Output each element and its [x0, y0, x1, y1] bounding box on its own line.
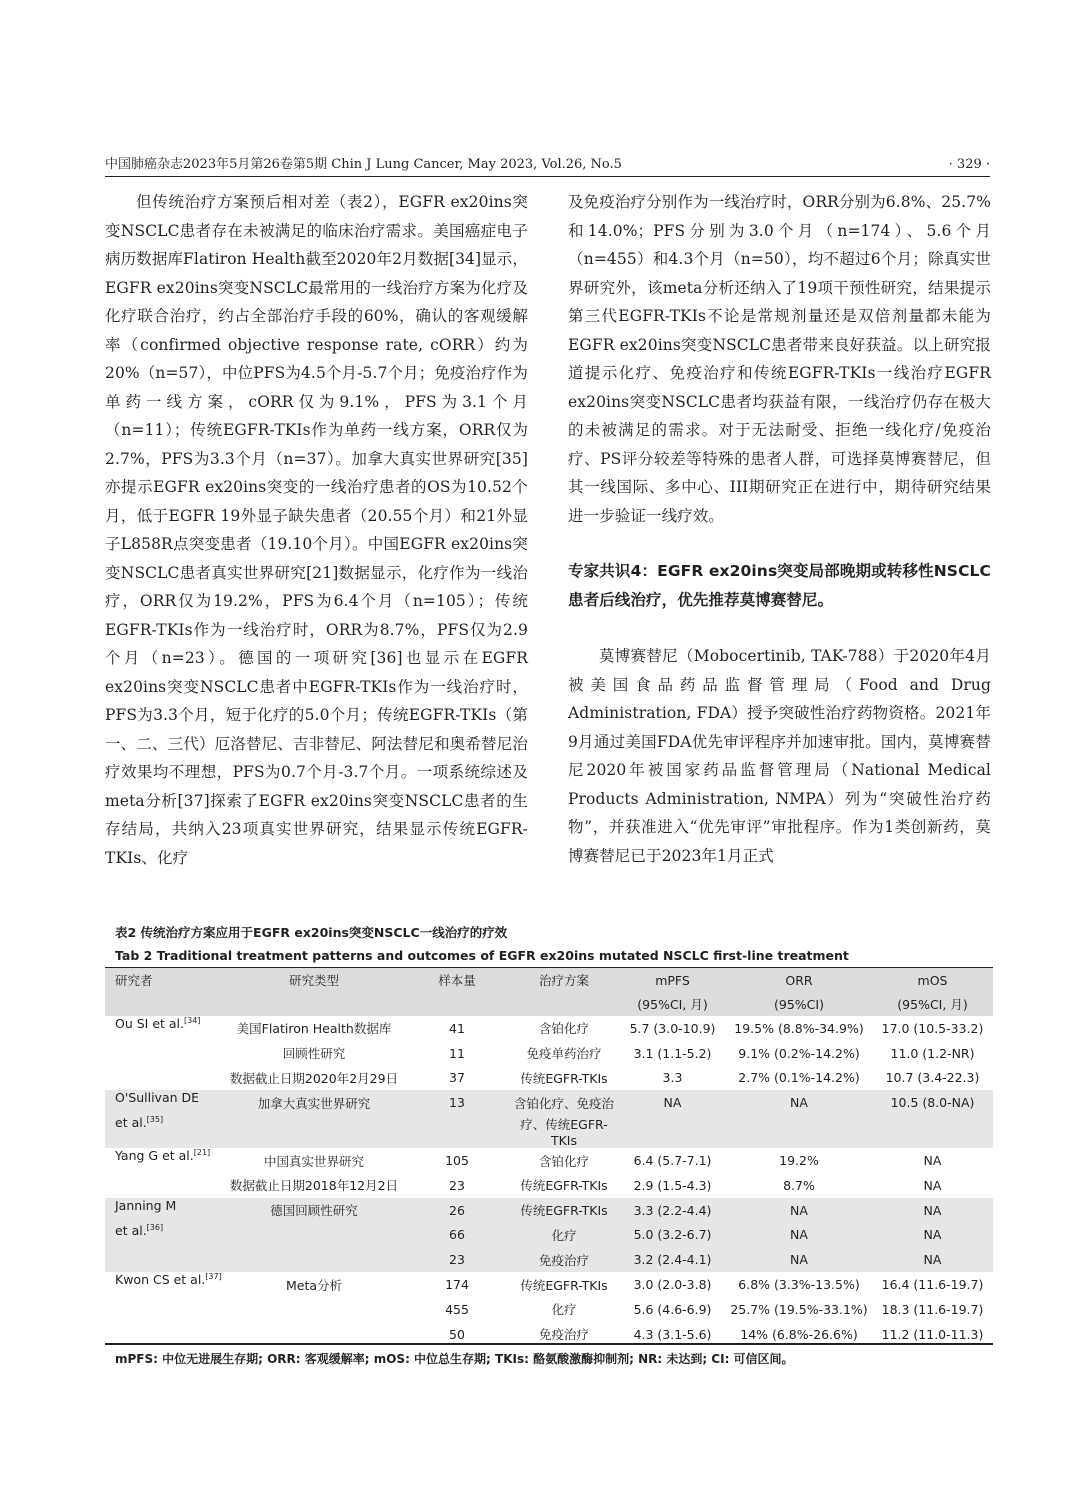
cell-mos — [872, 1115, 993, 1148]
cell-study — [105, 1066, 223, 1091]
cell-orr: NA — [726, 1247, 872, 1272]
cell-n: 455 — [445, 1301, 469, 1317]
table-caption-cn: 表2 传统治疗方案应用于EGFR ex20ins突变NSCLC一线治疗的疗效 — [115, 925, 508, 940]
cell-regimen: 免疫治疗 — [538, 1327, 589, 1343]
right-paragraph-2: 莫博赛替尼（Mobocertinib, TAK-788）于2020年4月被美国食品药品监督管理局（Food and Drug Administration, FDA）授予突破性治疗药物资格。2021年9月通过美国FDA优先审评程序并加速审批。国内，莫博赛替尼2020年被国家药品监督管理局（National Medical Products Administration, NMPA）列为“突破性治疗药物”，并获准进入“优先审评”审批程序。作为1类创新药，莫博赛替尼已于2023年1月正式 — [568, 647, 991, 865]
cell-type: 数据截止日期2020年2月29日 — [229, 1070, 399, 1086]
cell-study — [105, 1247, 223, 1272]
table-row — [105, 1198, 993, 1223]
cell-study: O'Sullivan DE — [105, 1090, 223, 1115]
cell-n: 23 — [405, 1247, 509, 1272]
cell-orr: NA — [726, 1090, 872, 1115]
cell-study: et al.[36] — [105, 1223, 223, 1248]
cell-regimen: 含铂化疗 — [538, 1153, 589, 1169]
table-row — [105, 1115, 993, 1148]
cell-orr: 19.2% — [779, 1153, 819, 1169]
cell-mos: 18.3 (11.6-19.7) — [881, 1301, 984, 1317]
cell-study: et al.[35] — [105, 1115, 223, 1148]
cell-type — [223, 1247, 405, 1272]
cell-mpfs: 3.0 (2.0-3.8) — [633, 1277, 712, 1293]
cell-mpfs: 5.0 (3.2-6.7) — [619, 1223, 726, 1248]
right-paragraph-1: 及免疫治疗分别作为一线治疗时，ORR分别为6.8%、25.7%和14.0%；PFS分别为3.0个月（n=174）、5.6个月（n=455）和4.3个月（n=50），均不超过6个月；除真实世界研究外，该meta分析还纳入了19项干预性研究，结果提示第三代EGFR-TKIs不论是常规剂量还是双倍剂量都未能为EGFR ex20ins突变NSCLC患者带来良好获益。以上研究报道提示化疗、免疫治疗和传统EGFR-TKIs一线治疗EGFR ex20ins突变NSCLC患者均获益有限，一线治疗仍存在极大的未被满足的需求。对于无法耐受、拒绝一线化疗/免疫治疗、PS评分较差等特殊的患者人群，可选择莫博赛替尼，但其一线国际、多中心、III期研究正在进行中，期待研究结果进一步验证一线疗效。 — [568, 193, 991, 525]
cell-mpfs: 3.2 (2.4-4.1) — [619, 1247, 726, 1272]
cell-type — [223, 1297, 405, 1322]
cell-regimen: 化疗 — [551, 1302, 577, 1318]
cell-type: 回顾性研究 — [282, 1046, 346, 1062]
cell-orr: 8.7% — [783, 1177, 815, 1193]
cell-n: 174 — [445, 1277, 469, 1293]
reference-marker: [21] — [193, 1148, 211, 1158]
cell-mos: 11.0 (1.2-NR) — [890, 1045, 975, 1061]
cell-study: Kwon CS et al.[37] — [115, 1272, 222, 1288]
table-header — [105, 968, 993, 1016]
cell-orr: 14% (6.8%-26.6%) — [740, 1326, 858, 1342]
cell-mos: 10.7 (3.4-22.3) — [885, 1070, 980, 1086]
cell-study: Janning M — [105, 1198, 223, 1223]
cell-regimen: 含铂化疗、免疫治 — [509, 1090, 619, 1115]
cell-type — [223, 1115, 405, 1148]
expert-consensus-heading: 专家共识4：EGFR ex20ins突变局部晚期或转移性NSCLC患者后线治疗，优先推荐莫博赛替尼。 — [568, 562, 991, 609]
reference-marker: [37] — [205, 1272, 222, 1282]
cell-n: 26 — [405, 1198, 509, 1223]
cell-regimen: 免疫治疗 — [509, 1247, 619, 1272]
left-column — [105, 188, 528, 872]
cell-orr: NA — [726, 1223, 872, 1248]
cell-mpfs: 3.1 (1.1-5.2) — [633, 1045, 712, 1061]
cell-n — [405, 1115, 509, 1148]
cell-type: 美国Flatiron Health数据库 — [236, 1021, 392, 1037]
cell-orr — [726, 1115, 872, 1148]
cell-mpfs: 6.4 (5.7-7.1) — [633, 1153, 712, 1169]
cell-orr: NA — [726, 1198, 872, 1223]
cell-mos: 17.0 (10.5-33.2) — [881, 1020, 984, 1036]
cell-study — [105, 1173, 223, 1198]
cell-n: 41 — [449, 1020, 465, 1036]
cell-type: 德国回顾性研究 — [223, 1198, 405, 1223]
cell-mpfs: 3.3 (2.2-4.4) — [619, 1198, 726, 1223]
cell-type — [223, 1223, 405, 1248]
cell-orr: 9.1% (0.2%-14.2%) — [738, 1045, 860, 1061]
header-orr: ORR — [785, 972, 813, 988]
cell-regimen: 传统EGFR-TKIs — [509, 1198, 619, 1223]
cell-regimen: 传统EGFR-TKIs — [520, 1070, 608, 1086]
cell-mpfs: NA — [619, 1090, 726, 1115]
cell-n: 11 — [449, 1045, 465, 1061]
table-caption-en: Tab 2 Traditional treatment patterns and outcomes of EGFR ex20ins mutated NSCLC first-line treatment — [115, 948, 849, 963]
cell-study — [105, 1297, 223, 1322]
table-footnote: mPFS: 中位无进展生存期; ORR: 客观缓解率; mOS: 中位总生存期; TKIs: 酪氨酸激酶抑制剂; NR: 未达到; CI: 可信区间。 — [115, 1352, 794, 1366]
cell-orr: 2.7% (0.1%-14.2%) — [738, 1070, 860, 1086]
cell-regimen: 含铂化疗 — [538, 1021, 589, 1037]
reference-marker: [36] — [146, 1222, 164, 1232]
cell-mos: NA — [872, 1223, 993, 1248]
cell-regimen: 化疗 — [509, 1223, 619, 1248]
table-row — [105, 1297, 993, 1322]
cell-study: Ou SI et al.[34] — [115, 1015, 201, 1031]
cell-type: 数据截止日期2018年12月2日 — [229, 1178, 399, 1194]
table-row — [105, 1016, 993, 1041]
cell-mpfs — [619, 1115, 726, 1148]
header-study: 研究者 — [115, 973, 153, 988]
left-paragraph-1: 但传统治疗方案预后相对差（表2），EGFR ex20ins突变NSCLC患者存在未被满足的临床治疗需求。美国癌症电子病历数据库Flatiron Health截至2020年2月数据[34]显示，EGFR ex20ins突变NSCLC最常用的一线治疗方案为化疗及化疗联合治疗，约占全部治疗手段的60%，确认的客观缓解率（confirmed objective response rate, cORR）约为20%（n=57），中位PFS为4.5个月-5.7个月；免疫治疗作为单药一线方案，cORR仅为9.1%，PFS为3.1个月（n=11）；传统EGFR-TKIs作为单药一线方案，ORR仅为2.7%，PFS为3.3个月（n=37）。加拿大真实世界研究[35]亦提示EGFR ex20ins突变的一线治疗患者的OS为10.52个月，低于EGFR 19外显子缺失患者（20.55个月）和21外显子L858R点突变患者（19.10个月）。中国EGFR ex20ins突变NSCLC患者真实世界研究[21]数据显示，化疗作为一线治疗，ORR仅为19.2%，PFS为6.4个月（n=105）；传统EGFR-TKIs作为一线治疗时，ORR为8.7%，PFS仅为2.9个月（n=23）。德国的一项研究[36]也显示在EGFR ex20ins突变NSCLC患者中EGFR-TKIs作为一线治疗时，PFS为3.3个月，短于化疗的5.0个月；传统EGFR-TKIs（第一、二、三代）厄洛替尼、吉非替尼、阿法替尼和奥希替尼治疗效果均不理想，PFS为0.7个月-3.7个月。一项系统综述及meta分析[37]探索了EGFR ex20ins突变NSCLC患者的生存结局，共纳入23项真实世界研究，结果显示传统EGFR-TKIs、化疗 — [105, 193, 528, 867]
table-row — [105, 1247, 993, 1272]
cell-orr: 25.7% (19.5%-33.1%) — [730, 1301, 868, 1317]
cell-mos: NA — [923, 1177, 942, 1193]
table-row — [105, 1041, 993, 1066]
table-row — [105, 1272, 993, 1297]
table-row — [105, 1148, 993, 1173]
cell-mos: NA — [872, 1198, 993, 1223]
reference-marker: [34] — [184, 1015, 201, 1025]
cell-n: 66 — [405, 1223, 509, 1248]
reference-marker: [35] — [146, 1115, 164, 1125]
header-type: 研究类型 — [288, 973, 339, 988]
header-mos-unit: (95%CI, 月) — [897, 997, 968, 1012]
cell-mos: NA — [872, 1247, 993, 1272]
cell-study — [105, 1041, 223, 1066]
cell-n: 23 — [449, 1177, 465, 1193]
cell-type: 中国真实世界研究 — [263, 1153, 364, 1169]
cell-mpfs: 2.9 (1.5-4.3) — [633, 1177, 712, 1193]
cell-regimen: 传统EGFR-TKIs — [520, 1178, 608, 1194]
header-orr-unit: (95%CI) — [774, 996, 824, 1012]
running-header — [105, 154, 990, 177]
table-body — [105, 1016, 993, 1347]
table-row — [105, 1173, 993, 1198]
cell-mos: 11.2 (11.0-11.3) — [881, 1326, 984, 1342]
cell-n: 37 — [449, 1070, 465, 1086]
cell-mos: 10.5 (8.0-NA) — [872, 1090, 993, 1115]
cell-mos: 16.4 (11.6-19.7) — [881, 1277, 984, 1293]
cell-mpfs: 5.6 (4.6-6.9) — [633, 1301, 712, 1317]
cell-mpfs: 5.7 (3.0-10.9) — [629, 1020, 716, 1036]
cell-regimen: 免疫单药治疗 — [526, 1046, 602, 1062]
table-row — [105, 1066, 993, 1091]
table-row — [105, 1223, 993, 1248]
outcomes-table — [105, 968, 993, 1347]
cell-type: 加拿大真实世界研究 — [223, 1090, 405, 1115]
cell-n: 13 — [405, 1090, 509, 1115]
cell-mpfs: 3.3 — [662, 1070, 683, 1086]
right-column — [568, 188, 991, 870]
cell-regimen: 疗、传统EGFR-TKIs — [509, 1115, 619, 1148]
cell-n: 50 — [449, 1326, 465, 1342]
header-mos: mOS — [917, 972, 948, 988]
header-mpfs-unit: (95%CI, 月) — [637, 997, 708, 1012]
cell-orr: 19.5% (8.8%-34.9%) — [734, 1020, 864, 1036]
journal-header: 中国肺癌杂志2023年5月第26卷第5期 Chin J Lung Cancer, May 2023, Vol.26, No.5 — [105, 157, 622, 172]
header-mpfs: mPFS — [655, 972, 690, 988]
cell-study: Yang G et al.[21] — [115, 1148, 211, 1164]
table-bottom-rule — [105, 1343, 993, 1345]
cell-type: Meta分析 — [285, 1277, 343, 1293]
cell-orr: 6.8% (3.3%-13.5%) — [738, 1277, 860, 1293]
table-row — [105, 1090, 993, 1115]
cell-n: 105 — [445, 1153, 469, 1169]
cell-regimen: 传统EGFR-TKIs — [520, 1277, 608, 1293]
header-n: 样本量 — [438, 973, 476, 988]
cell-mpfs: 4.3 (3.1-5.6) — [633, 1326, 712, 1342]
cell-mos: NA — [923, 1153, 942, 1169]
header-regimen: 治疗方案 — [538, 973, 589, 988]
page-number: · 329 · — [948, 157, 990, 172]
